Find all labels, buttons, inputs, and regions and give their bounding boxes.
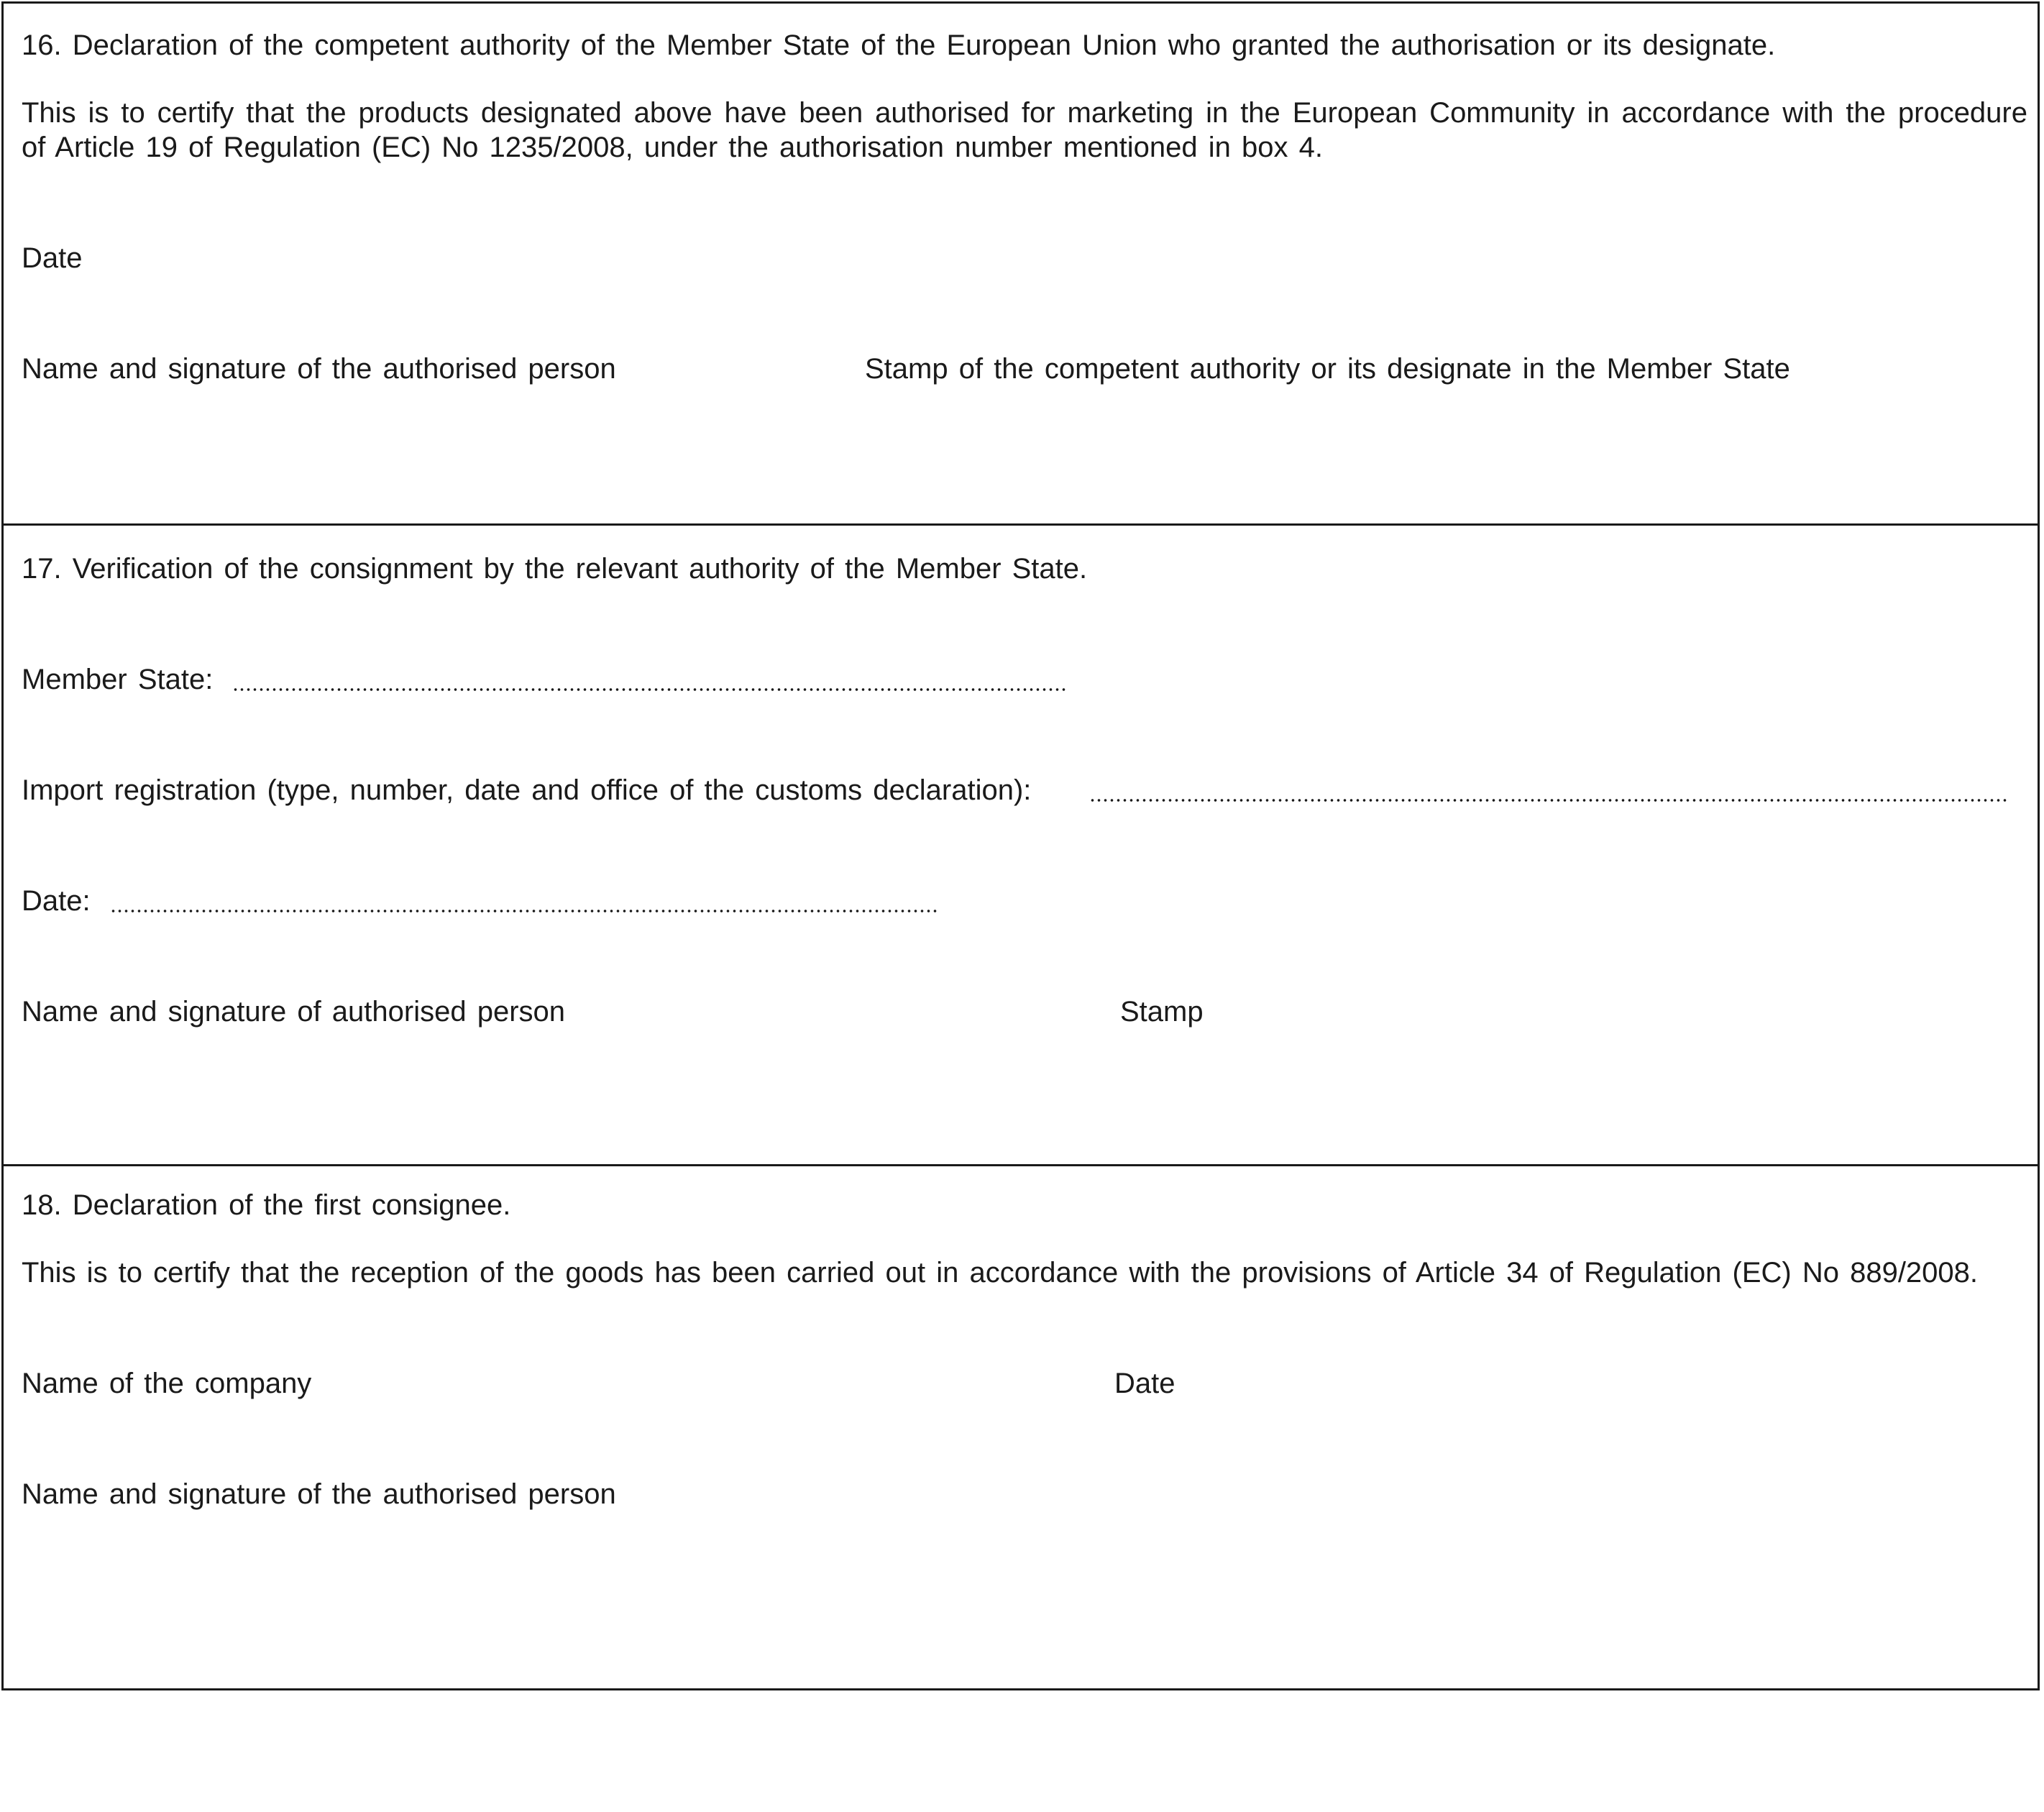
box-17-signature-label: Name and signature of authorised person	[22, 996, 566, 1028]
box-17-date-label: Date:	[22, 885, 91, 917]
box-17-member-state-label: Member State:	[22, 664, 214, 695]
box-18-company-label: Name of the company	[22, 1368, 312, 1399]
box-18-heading: 18. Declaration of the first consignee.	[22, 1189, 511, 1221]
box-17-heading: 17. Verification of the consignment by the relevant authority of the Member State.	[22, 553, 1088, 585]
box-16-competent-authority-declaration	[4, 4, 2038, 526]
box-16-stamp-label: Stamp of the competent authority or its designate in the Member State	[865, 353, 1790, 385]
box-16-signature-label: Name and signature of the authorised person	[22, 353, 616, 385]
declaration-form	[1, 1, 2040, 1690]
box-16-heading: 16. Declaration of the competent authority of the Member State of the European Union who granted the authorisation or its designate.	[22, 29, 1776, 61]
date-fill-line[interactable]	[110, 909, 937, 913]
box-16-certification-text: This is to certify that the products designated above have been authorised for marketing in the European Community in accordance with the procedure of Article 19 of Regulation (EC) No 1235/2008, under the authorisation number mentioned in box 4.	[22, 97, 2027, 163]
box-18-date-label: Date	[1114, 1368, 1175, 1399]
box-18-first-consignee-declaration	[4, 1166, 2038, 1688]
box-18-certification-text: This is to certify that the reception of the goods has been carried out in accordance with the provisions of Article 34 of Regulation (EC) No 889/2008.	[22, 1257, 1979, 1289]
box-18-signature-label: Name and signature of the authorised person	[22, 1478, 616, 1510]
box-16-date-label: Date	[22, 242, 83, 274]
import-registration-fill-line[interactable]	[1089, 798, 2009, 802]
member-state-fill-line[interactable]	[232, 687, 1068, 692]
box-17-consignment-verification	[4, 526, 2038, 1166]
box-17-stamp-label: Stamp	[1120, 996, 1204, 1028]
box-17-import-registration-label: Import registration (type, number, date and office of the customs declaration):	[22, 774, 1032, 806]
